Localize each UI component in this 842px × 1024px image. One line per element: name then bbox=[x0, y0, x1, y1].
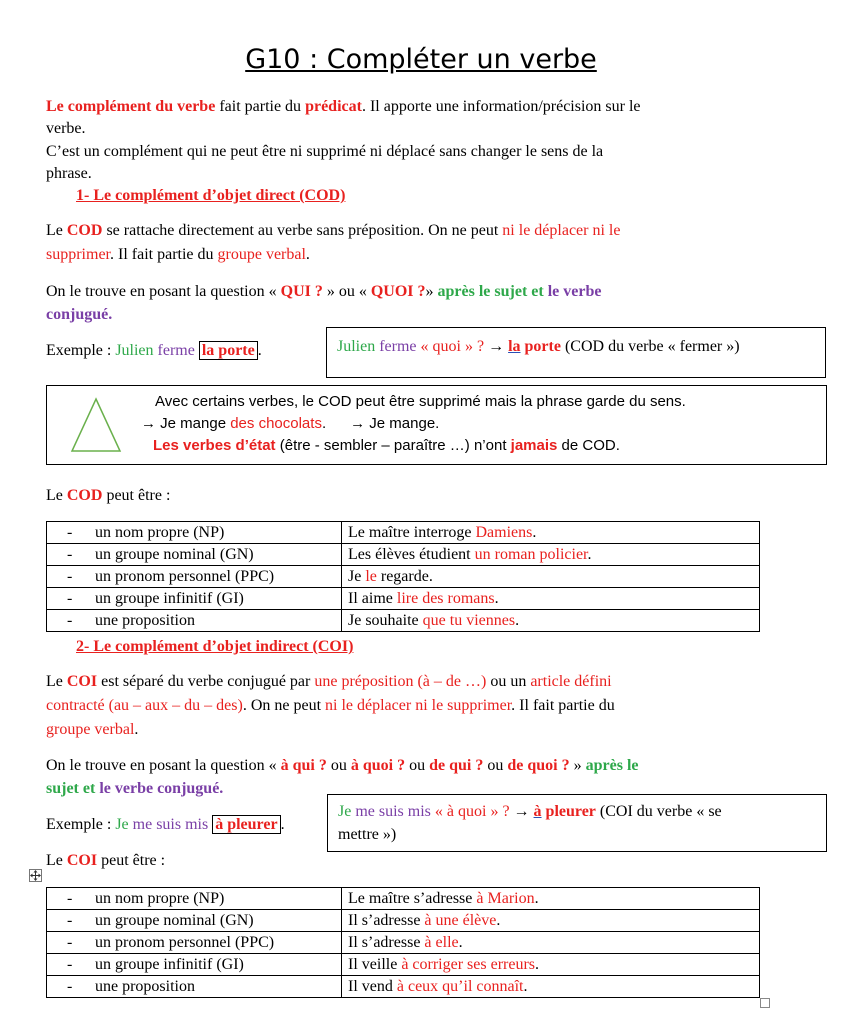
page-title: G10 : Compléter un verbe bbox=[245, 44, 597, 75]
cod-answer-text: Julien ferme « quoi » ? → la porte (COD du verbe « fermer ») bbox=[337, 338, 740, 355]
coi-table bbox=[46, 887, 760, 998]
resize-handle-icon[interactable] bbox=[760, 998, 770, 1008]
cod-answer-box bbox=[326, 327, 826, 378]
table-row: - un groupe nominal (GN) Il s’adresse à une élève. bbox=[47, 910, 760, 932]
cod-example: Exemple : Julien ferme la porte . bbox=[46, 342, 262, 359]
table-row: - un pronom personnel (PPC) Il s’adresse à elle. bbox=[47, 932, 760, 954]
cod-note-box bbox=[46, 385, 827, 465]
table-row: - un pronom personnel (PPC) Je le regarde. bbox=[47, 566, 760, 588]
note-line-3: Les verbes d’état (être - sembler – paraître …) n’ont jamais de COD. bbox=[153, 437, 620, 454]
coi-definition-line-3: groupe verbal. bbox=[46, 721, 139, 738]
move-handle-icon[interactable] bbox=[29, 869, 42, 882]
cod-definition-line-1: Le COD se rattache directement au verbe sans préposition. On ne peut ni le déplacer ni le bbox=[46, 222, 621, 239]
intro-line-2: verbe. bbox=[46, 120, 86, 137]
coi-answer-text-line-2: mettre ») bbox=[338, 826, 397, 843]
coi-table-intro: Le COI peut être : bbox=[46, 852, 166, 869]
table-row: - une proposition Je souhaite que tu viennes. bbox=[47, 610, 760, 632]
table-row: - un groupe nominal (GN) Les élèves étudient un roman policier. bbox=[47, 544, 760, 566]
table-row: - un nom propre (NP) Le maître interroge Damiens. bbox=[47, 522, 760, 544]
table-row: - une proposition Il vend à ceux qu’il connaît. bbox=[47, 976, 760, 998]
table-row: - un nom propre (NP) Le maître s’adresse à Marion. bbox=[47, 888, 760, 910]
coi-question-line-1: On le trouve en posant la question « à qui ? ou à quoi ? ou de qui ? ou de quoi ? » après le bbox=[46, 757, 639, 774]
coi-definition-line-1: Le COI est séparé du verbe conjugué par une préposition (à – de …) ou un article défini bbox=[46, 673, 612, 690]
note-line-1: Avec certains verbes, le COD peut être supprimé mais la phrase garde du sens. bbox=[155, 393, 686, 410]
intro-line-3: C’est un complément qui ne peut être ni supprimé ni déplacé sans changer le sens de la bbox=[46, 143, 604, 160]
intro-line-1: Le complément du verbe fait partie du prédicat. Il apporte une information/précision sur le bbox=[46, 98, 641, 115]
cod-highlight: la porte bbox=[199, 341, 258, 360]
coi-answer-text: Je me suis mis « à quoi » ? → à pleurer (COI du verbe « se bbox=[338, 803, 722, 820]
coi-definition-line-2: contracté (au – aux – du – des). On ne peut ni le déplacer ni le supprimer. Il fait partie du bbox=[46, 697, 615, 714]
cod-definition-line-2: supprimer. Il fait partie du groupe verbal. bbox=[46, 246, 310, 263]
coi-example: Exemple : Je me suis mis à pleurer . bbox=[46, 816, 285, 833]
triangle-icon bbox=[69, 396, 123, 454]
section1-heading: 1- Le complément d’objet direct (COD) bbox=[76, 187, 346, 204]
cod-question-line-2: conjugué. bbox=[46, 306, 113, 323]
cod-table bbox=[46, 521, 760, 632]
section2-heading: 2- Le complément d’objet indirect (COI) bbox=[76, 638, 354, 655]
table-row: - un groupe infinitif (GI) Il aime lire des romans. bbox=[47, 588, 760, 610]
coi-question-line-2: sujet et le verbe conjugué. bbox=[46, 780, 224, 797]
coi-answer-box bbox=[327, 794, 827, 852]
intro-line-4: phrase. bbox=[46, 165, 92, 182]
cod-table-intro: Le COD peut être : bbox=[46, 487, 171, 504]
note-line-2: → Je mange des chocolats. → Je mange. bbox=[141, 415, 440, 432]
cod-question-line-1: On le trouve en posant la question « QUI ? » ou « QUOI ?» après le sujet et le verbe bbox=[46, 283, 602, 300]
table-row: - un groupe infinitif (GI) Il veille à corriger ses erreurs. bbox=[47, 954, 760, 976]
coi-highlight: à pleurer bbox=[212, 815, 280, 834]
